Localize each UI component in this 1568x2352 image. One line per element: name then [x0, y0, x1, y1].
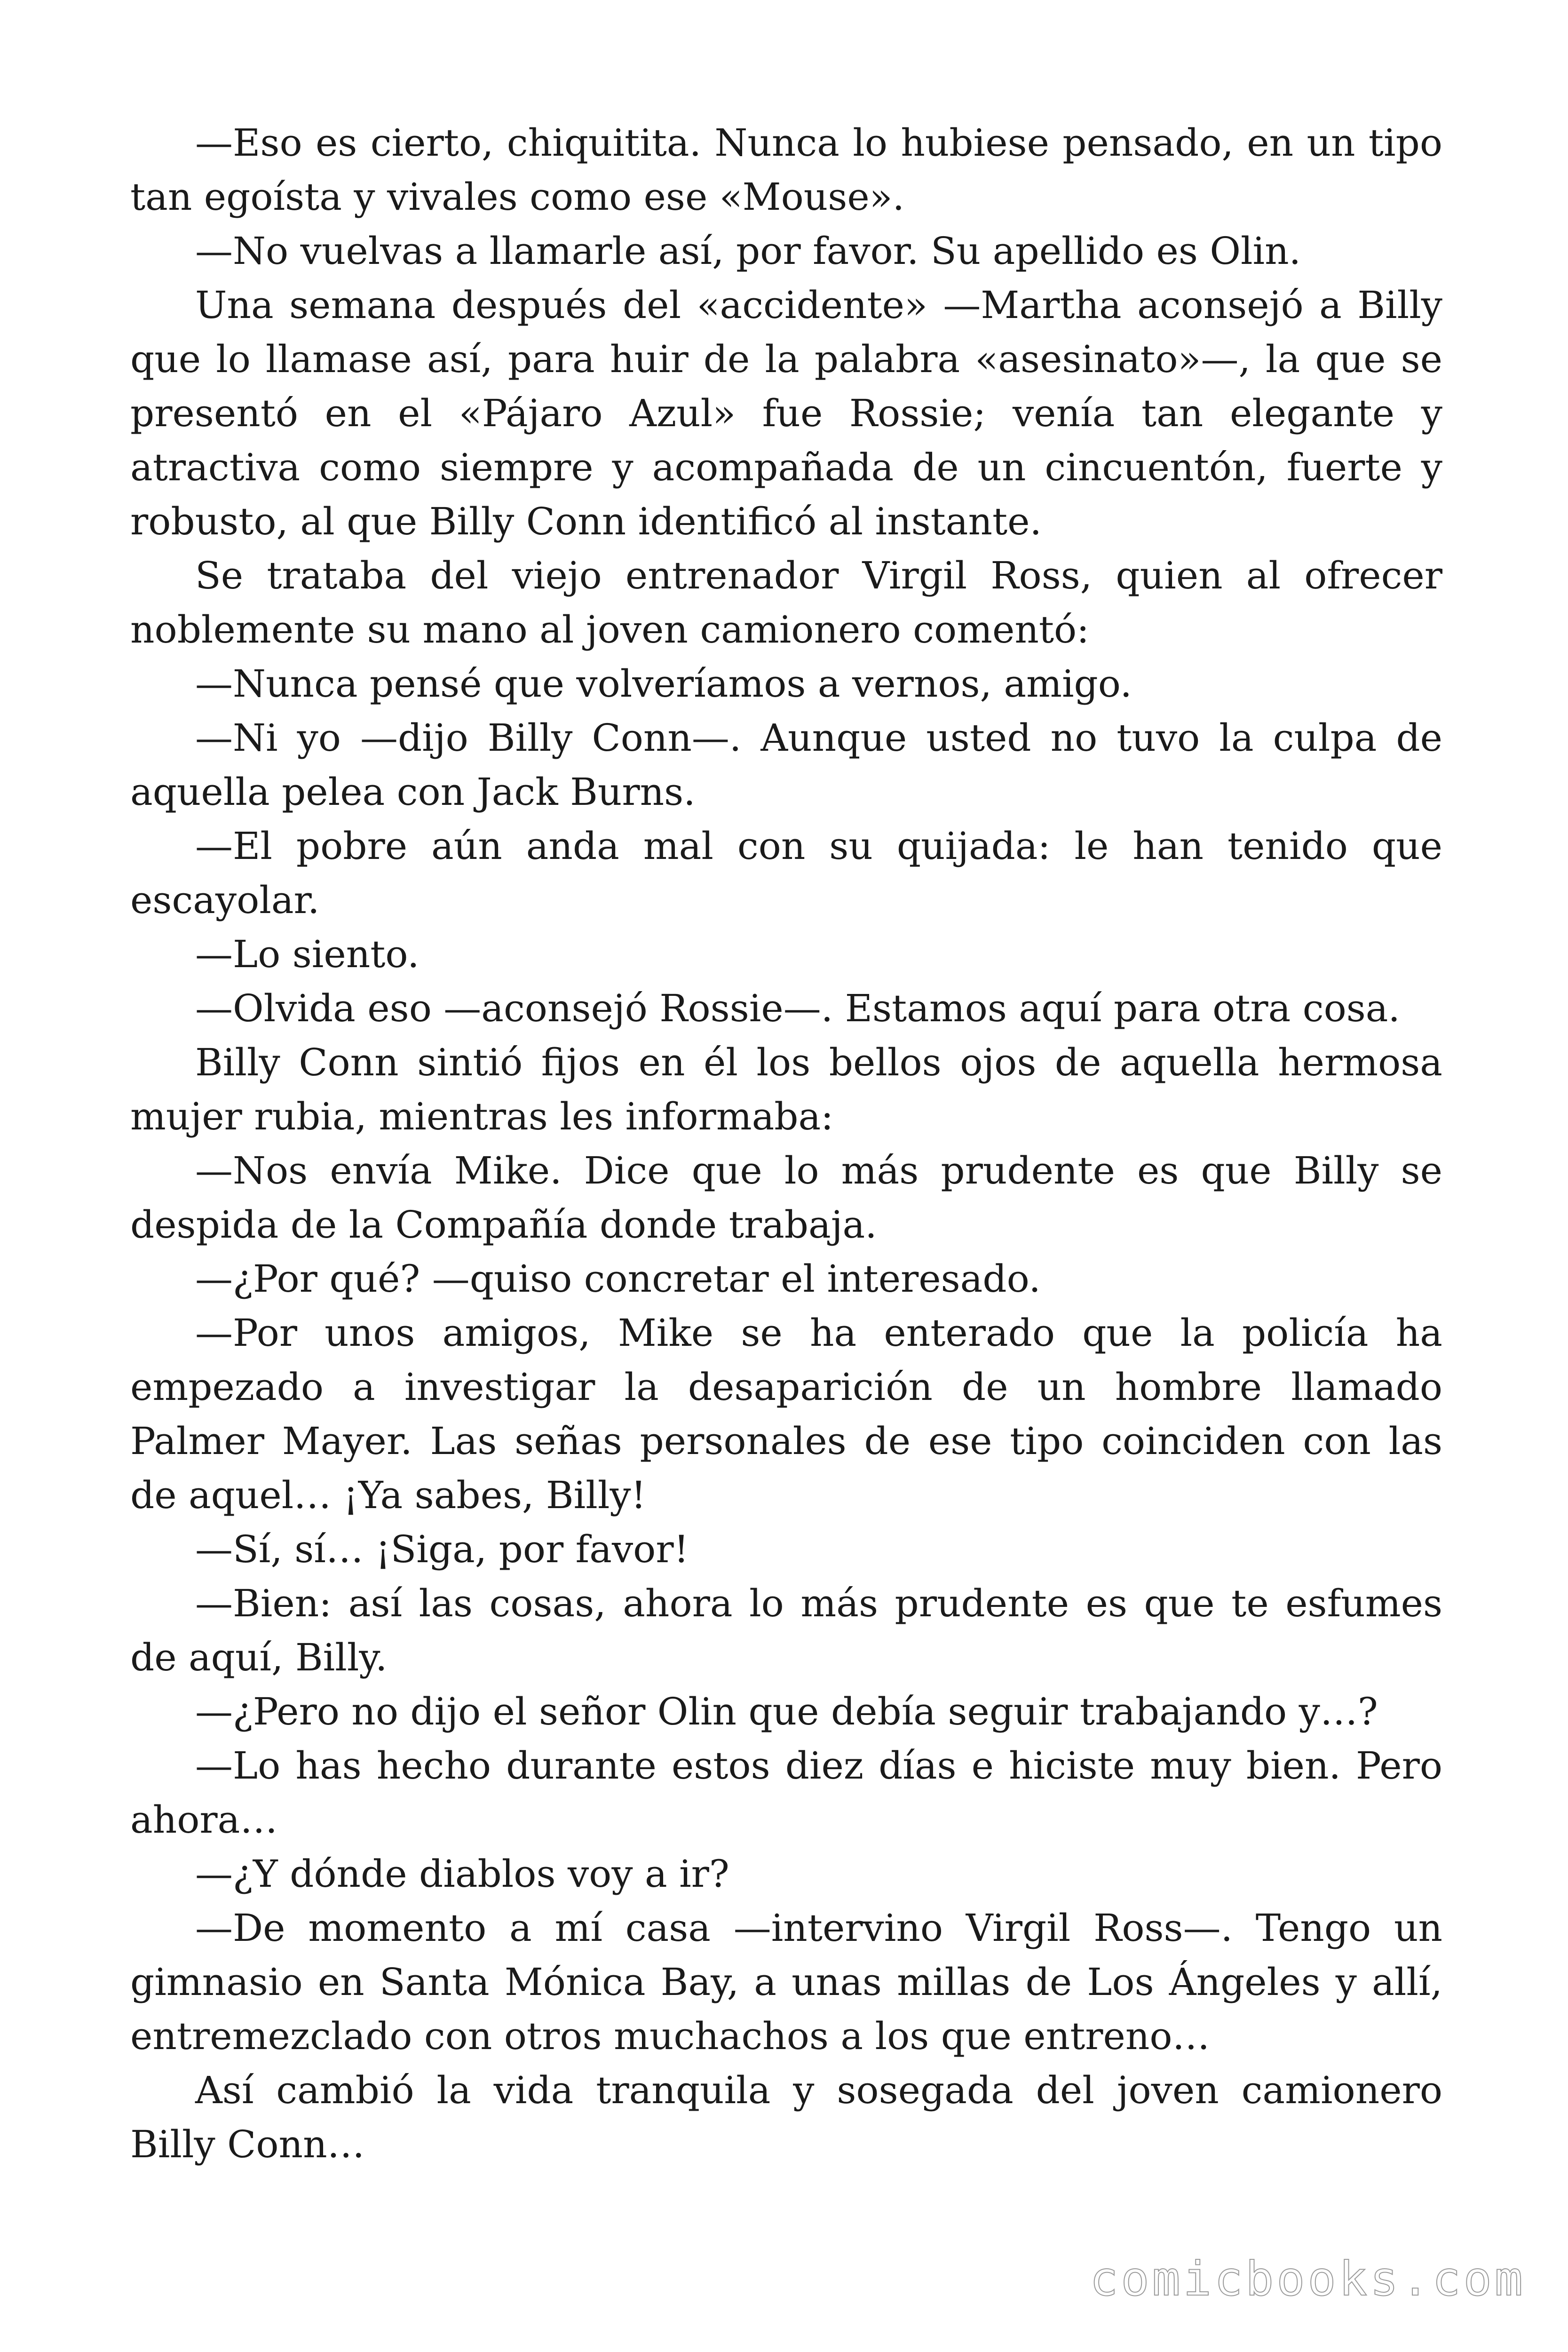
paragraph: —¿Por qué? —quiso concretar el interesado.: [195, 1257, 1041, 1301]
paragraph: Se trataba del viejo entrenador Virgil Ross, quien al ofrecer noblemente su mano al joven camionero comentó:: [130, 554, 1442, 652]
paragraph: —Olvida eso —aconsejó Rossie—. Estamos aquí para otra cosa.: [195, 986, 1400, 1030]
paragraph: Billy Conn sintió fijos en él los bellos ojos de aquella hermosa mujer rubia, mientras les informaba:: [130, 1041, 1442, 1138]
paragraph: —Bien: así las cosas, ahora lo más prudente es que te esfumes de aquí, Billy.: [130, 1581, 1442, 1679]
watermark: comicbooks.com: [1090, 2251, 1526, 2306]
paragraph: —Nos envía Mike. Dice que lo más prudente es que Billy se despida de la Compañía donde trabaja.: [130, 1149, 1442, 1247]
paragraph: —¿Pero no dijo el señor Olin que debía seguir trabajando y…?: [195, 1690, 1378, 1733]
paragraph: —Por unos amigos, Mike se ha enterado que la policía ha empezado a investigar la desaparición de un hombre llamado Palmer Mayer. Las señas personales de ese tipo coinciden con las de aquel… ¡Ya sabes, Billy!: [130, 1311, 1442, 1517]
paragraph: —Nunca pensé que volveríamos a vernos, amigo.: [195, 662, 1132, 706]
paragraph: —Eso es cierto, chiquitita. Nunca lo hubiese pensado, en un tipo tan egoísta y vivales como ese «Mouse».: [130, 121, 1442, 219]
paragraph: —Lo siento.: [195, 932, 420, 976]
paragraph: Una semana después del «accidente» —Martha aconsejó a Billy que lo llamase así, para huir de la palabra «asesinato»—, la que se presentó en el «Pájaro Azul» fue Rossie; venía tan elegante y atractiva como siempre y acompañada de un cincuentón, fuerte y robusto, al que Billy Conn identificó al instante.: [130, 283, 1442, 543]
paragraph: —¿Y dónde diablos voy a ir?: [195, 1852, 729, 1896]
paragraph: Así cambió la vida tranquila y sosegada del joven camionero Billy Conn…: [130, 2068, 1442, 2166]
book-page-text: [130, 116, 1442, 2171]
paragraph: —Ni yo —dijo Billy Conn—. Aunque usted no tuvo la culpa de aquella pelea con Jack Burns.: [130, 716, 1442, 814]
paragraph: —Lo has hecho durante estos diez días e hiciste muy bien. Pero ahora…: [130, 1744, 1442, 1842]
paragraph: —El pobre aún anda mal con su quijada: le han tenido que escayolar.: [130, 824, 1442, 922]
paragraph: —No vuelvas a llamarle así, por favor. Su apellido es Olin.: [195, 229, 1301, 273]
paragraph: —De momento a mí casa —intervino Virgil Ross—. Tengo un gimnasio en Santa Mónica Bay, a unas millas de Los Ángeles y allí, entremezclado con otros muchachos a los que entreno…: [130, 1906, 1442, 2058]
paragraph: —Sí, sí… ¡Siga, por favor!: [195, 1527, 689, 1571]
